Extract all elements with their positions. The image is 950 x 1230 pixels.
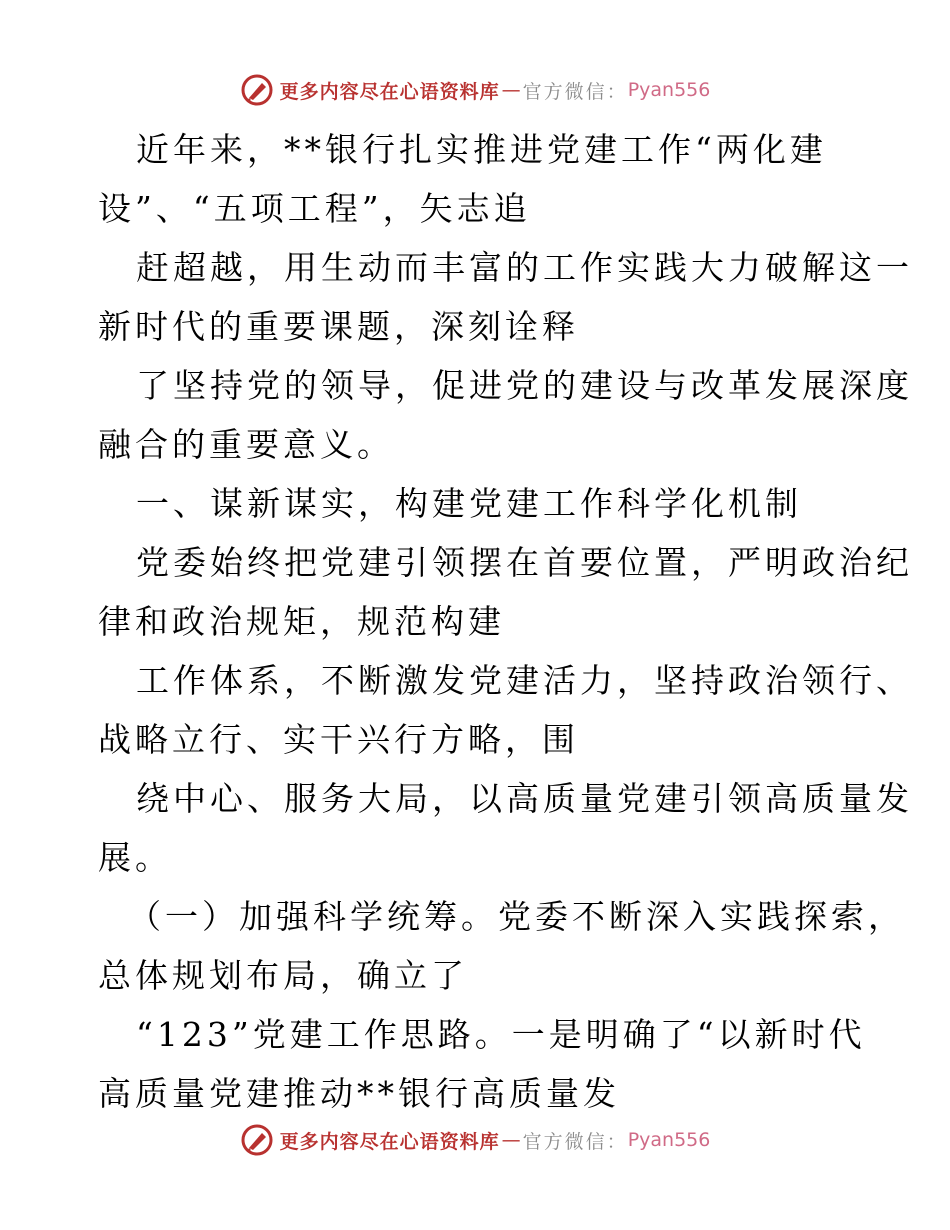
- text-line: 近年来，**银行扎实推进党建工作“两化建: [136, 130, 827, 169]
- header-watermark-banner: [0, 70, 950, 110]
- text-line: 高质量党建推动**银行高质量发: [98, 1074, 620, 1113]
- banner-dash: —: [501, 79, 521, 101]
- wechat-label: 官方微信：: [522, 80, 628, 103]
- text-line: 绕中心、服务大局，以高质量党建引领高质量发: [136, 779, 913, 818]
- pen-logo-icon: [240, 73, 274, 107]
- wechat-label: 官方微信：: [522, 1130, 628, 1153]
- site-text: 更多内容尽在心语资料库: [279, 1130, 500, 1153]
- document-body: [98, 120, 913, 1123]
- text-line: 融合的重要意义。: [98, 425, 394, 464]
- site-text: 更多内容尽在心语资料库: [279, 80, 500, 103]
- banner-dash: —: [501, 1129, 521, 1151]
- footer-watermark-banner: [0, 1120, 950, 1160]
- text-line: 战略立行、实干兴行方略，围: [98, 720, 579, 759]
- pen-logo-icon: [240, 1123, 274, 1157]
- text-line: 总体规划布局，确立了: [98, 956, 468, 995]
- text-line: “123”党建工作思路。一是明确了“以新时代: [136, 1015, 866, 1054]
- wechat-account: Pyan556: [627, 1129, 711, 1151]
- text-line: 设”、“五项工程”，矢志追: [98, 189, 531, 228]
- text-line: 新时代的重要课题，深刻诠释: [98, 307, 579, 346]
- text-line: 了坚持党的领导，促进党的建设与改革发展深度: [136, 366, 913, 405]
- wechat-account: Pyan556: [627, 79, 711, 101]
- section-heading: 一、谋新谋实，构建党建工作科学化机制: [136, 484, 802, 523]
- text-line: 展。: [98, 838, 172, 877]
- text-line: 律和政治规矩，规范构建: [98, 602, 505, 641]
- text-line: 工作体系，不断激发党建活力，坚持政治领行、: [136, 661, 913, 700]
- text-line: 赶超越，用生动而丰富的工作实践大力破解这一: [136, 248, 913, 287]
- text-line: 党委始终把党建引领摆在首要位置，严明政治纪: [136, 543, 913, 582]
- subsection-line: （一）加强科学统筹。党委不断深入实践探索，: [128, 897, 905, 936]
